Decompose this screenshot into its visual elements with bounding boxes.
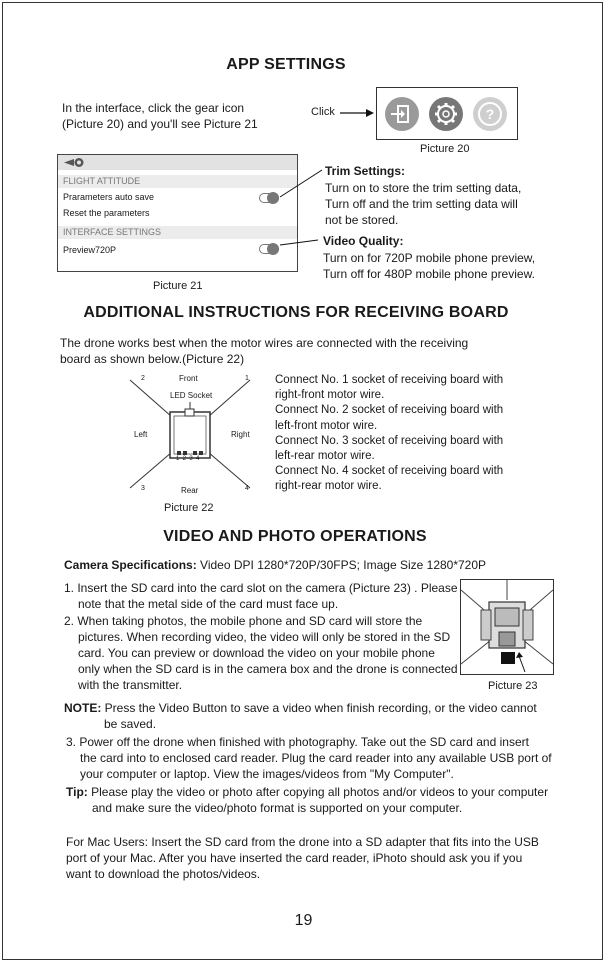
picture22-diagram	[120, 372, 260, 496]
connection-line: left-front motor wire.	[275, 419, 378, 432]
diagram-number-4: 4	[245, 485, 249, 492]
step3-line3: your computer or laptop. View the images/videos from "My Computer".	[80, 767, 454, 781]
connection-line: Connect No. 2 socket of receiving board with	[275, 404, 504, 417]
section-title-receiving-board: ADDITIONAL INSTRUCTIONS FOR RECEIVING BOARD	[83, 304, 509, 321]
tip-text: Please play the video or photo after copying all photos and/or videos to your computer	[87, 785, 549, 799]
section-title-video-photo: VIDEO AND PHOTO OPERATIONS	[163, 528, 427, 545]
trim-heading: Trim Settings:	[325, 164, 406, 178]
diagram-number-1: 1	[245, 375, 249, 382]
trim-line2: Turn off and the trim setting data will	[325, 197, 518, 211]
step2-line5: with the transmitter.	[78, 678, 183, 692]
mac-line3: want to download the photos/videos.	[66, 867, 261, 881]
picture23-camera-photo	[460, 579, 554, 675]
diagram-label-right: Right	[231, 430, 250, 439]
diagram-label-front: Front	[179, 374, 198, 383]
diagram-label-rear: Rear	[181, 486, 199, 495]
setting-parameters-auto-save: Prarameters auto save	[63, 192, 155, 202]
step2-line2: pictures. When recording video, the video will only be stored in the SD	[78, 630, 451, 644]
section-title-app-settings: APP SETTINGS	[226, 56, 346, 73]
camera-specifications	[64, 557, 486, 573]
receiving-intro-line2: board as shown below.(Picture 22)	[60, 352, 245, 366]
connection-line: right-rear motor wire.	[275, 480, 382, 493]
setting-reset-parameters[interactable]: Reset the parameters	[63, 208, 150, 218]
diagram-label-led-socket: LED Socket	[170, 391, 213, 400]
sd-card-icon	[501, 652, 515, 664]
camera-spec-label: Camera Specifications:	[64, 558, 197, 572]
note-label: NOTE:	[64, 701, 102, 715]
connection-line: Connect No. 4 socket of receiving board with	[275, 465, 504, 478]
diagram-number-3: 3	[141, 485, 145, 492]
step3-line1: 3. Power off the drone when finished with photography. Take out the SD card and insert	[66, 735, 529, 749]
picture23-caption: Picture 23	[488, 680, 538, 692]
step1-line1: 1. Insert the SD card into the card slot on the camera (Picture 23) . Please	[64, 581, 458, 595]
trim-line3: not be stored.	[325, 213, 399, 227]
connection-line: Connect No. 3 socket of receiving board with	[275, 434, 504, 447]
tip-line1	[66, 784, 548, 800]
mac-line1: For Mac Users: Insert the SD card from the drone into a SD adapter that fits into the USB	[66, 835, 539, 849]
page-number: 19	[294, 912, 313, 929]
tip-line2: and make sure the video/photo format is supported on your computer.	[92, 801, 463, 815]
click-label: Click	[311, 106, 335, 118]
section-label-interface-settings: INTERFACE SETTINGS	[63, 227, 162, 237]
trim-line1: Turn on to store the trim setting data,	[325, 181, 522, 195]
camera-spec-value: Video DPI 1280*720P/30FPS; Image Size 1280*720P	[196, 558, 487, 572]
step3-line2: the card into to enclosed card reader. Plug the card reader into any available USB port of	[80, 751, 552, 765]
connection-instructions	[275, 373, 503, 495]
step2-line4: only when the SD card is in the camera box and the drone is connected	[78, 662, 458, 676]
mac-line2: port of your Mac. After you have inserted the card reader, iPhoto should ask you if you	[66, 851, 523, 865]
section-label-flight-attitude: FLIGHT ATTITUDE	[63, 176, 141, 186]
note-text: Press the Video Button to save a video when finish recording, or the video cannot	[101, 701, 537, 715]
svg-text:?: ?	[485, 106, 495, 122]
setting-preview720p: Preview720P	[63, 245, 117, 255]
step2-line1: 2. When taking photos, the mobile phone and SD card will store the	[64, 614, 423, 628]
step1-line2: note that the metal side of the card must face up.	[78, 597, 339, 611]
app-instruction-line2: (Picture 20) and you'll see Picture 21	[62, 117, 258, 131]
diagram-number-2: 2	[141, 375, 145, 382]
connection-line: right-front motor wire.	[275, 389, 385, 402]
connection-line: Connect No. 1 socket of receiving board with	[275, 374, 504, 386]
note-line2: be saved.	[104, 717, 157, 731]
video-quality-heading: Video Quality:	[323, 234, 404, 248]
diagram-socket-numbers: 1 2 3 4	[176, 456, 200, 462]
video-quality-line1: Turn on for 720P mobile phone preview,	[323, 251, 536, 265]
connection-line: left-rear motor wire.	[275, 450, 375, 463]
receiving-intro-line1: The drone works best when the motor wires are connected with the receiving	[60, 336, 469, 350]
app-instruction-line1: In the interface, click the gear icon	[62, 101, 245, 115]
step2-line3: card. You can preview or download the video on your mobile phone	[78, 646, 435, 660]
note-line1	[64, 700, 537, 716]
tip-label: Tip:	[66, 785, 88, 799]
video-quality-line2: Turn off for 480P mobile phone preview.	[323, 267, 535, 281]
diagram-label-left: Left	[134, 430, 148, 439]
picture22-caption: Picture 22	[164, 502, 214, 514]
picture20-caption: Picture 20	[420, 143, 470, 155]
picture21-caption: Picture 21	[153, 280, 203, 292]
